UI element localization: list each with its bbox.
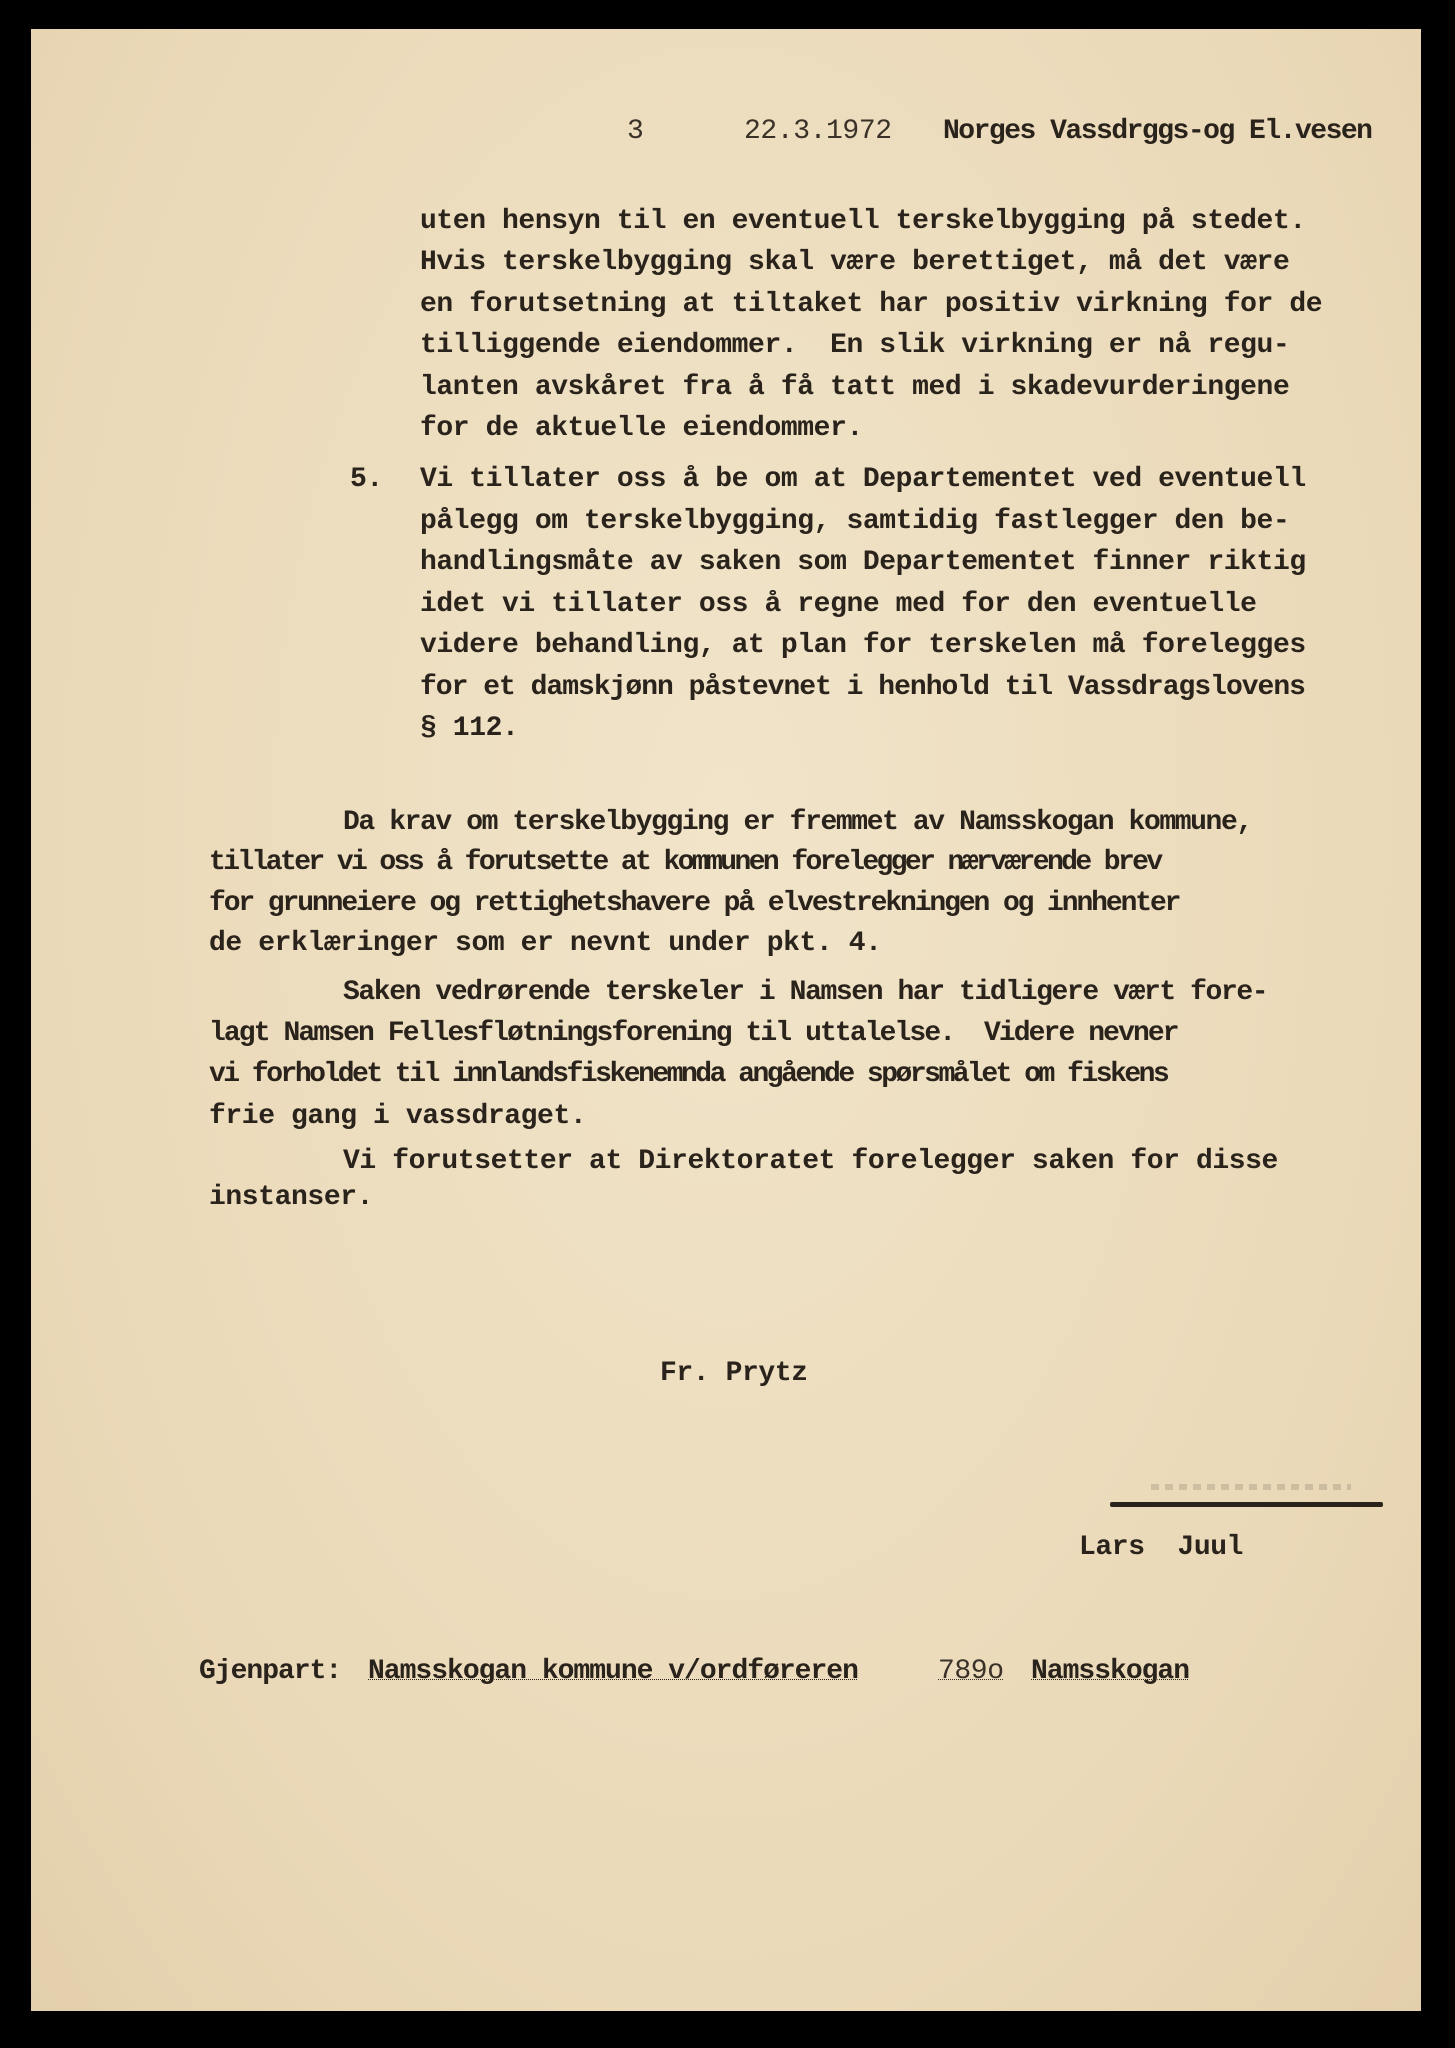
- body-line: Vi forutsetter at Direktoratet forelegger saken for disse: [343, 1146, 1278, 1177]
- body-line: tillater vi oss å forutsette at kommunen forelegger nærværende brev: [209, 847, 1161, 878]
- signatory-name: Fr. Prytz: [660, 1358, 808, 1389]
- list-item-line: pålegg om terskelbygging, samtidig fastlegger den be-: [420, 506, 1290, 537]
- list-item-line: videre behandling, at plan for terskelen må forelegges: [420, 630, 1306, 661]
- copy-to-postcode: 789o: [938, 1656, 1004, 1687]
- signature-line: [1110, 1502, 1383, 1507]
- copy-to-place: Namsskogan: [1031, 1656, 1190, 1687]
- body-line: lanten avskåret fra å få tatt med i skadevurderingene: [420, 372, 1290, 403]
- body-line: Hvis terskelbygging skal være berettiget, må det være: [420, 247, 1290, 278]
- list-item-line: idet vi tillater oss å regne med for den eventuelle: [420, 589, 1257, 620]
- list-item-number: 5.: [350, 464, 383, 495]
- body-line: tilliggende eiendommer. En slik virkning er nå regu-: [420, 330, 1290, 361]
- signature-trace: [1151, 1484, 1351, 1490]
- letter-date: 22.3.1972: [744, 116, 892, 147]
- copy-to-recipient: Namsskogan kommune v/ordføreren: [368, 1656, 858, 1687]
- body-line: for grunneiere og rettighetshavere på elvestrekningen og innhenter: [209, 888, 1180, 919]
- list-item-line: § 112.: [420, 713, 519, 744]
- list-item-line: handlingsmåte av saken som Departementet finner riktig: [420, 547, 1306, 578]
- body-line: Saken vedrørende terskeler i Namsen har tidligere vært fore-: [343, 977, 1268, 1008]
- body-line: de erklæringer som er nevnt under pkt. 4.: [209, 928, 882, 959]
- recipient-organization: Norges Vassdrggs-og El.vesen: [943, 116, 1372, 147]
- body-line: instanser.: [209, 1182, 374, 1213]
- body-line: lagt Namsen Fellesfløtningsforening til uttalelse. Videre nevner: [209, 1018, 1178, 1049]
- body-line: en forutsetning at tiltaket har positiv virkning for de: [420, 289, 1323, 320]
- list-item-line: for et damskjønn påstevnet i henhold til Vassdragslovens: [420, 672, 1305, 703]
- body-line: vi forholdet til innlandsfiskenemnda angående spørsmålet om fiskens: [209, 1059, 1168, 1090]
- copy-to-label: Gjenpart:: [199, 1656, 342, 1687]
- second-signatory-name: Lars Juul: [1079, 1532, 1244, 1563]
- body-line: Da krav om terskelbygging er fremmet av Namsskogan kommune,: [343, 807, 1252, 838]
- body-line: frie gang i vassdraget.: [209, 1101, 587, 1132]
- list-item-line: Vi tillater oss å be om at Departementet ved eventuell: [420, 464, 1306, 495]
- page-number: 3: [627, 116, 644, 147]
- body-line: uten hensyn til en eventuell terskelbygging på stedet.: [420, 206, 1306, 237]
- document-page: [31, 29, 1421, 2011]
- body-line: for de aktuelle eiendommer.: [420, 413, 863, 444]
